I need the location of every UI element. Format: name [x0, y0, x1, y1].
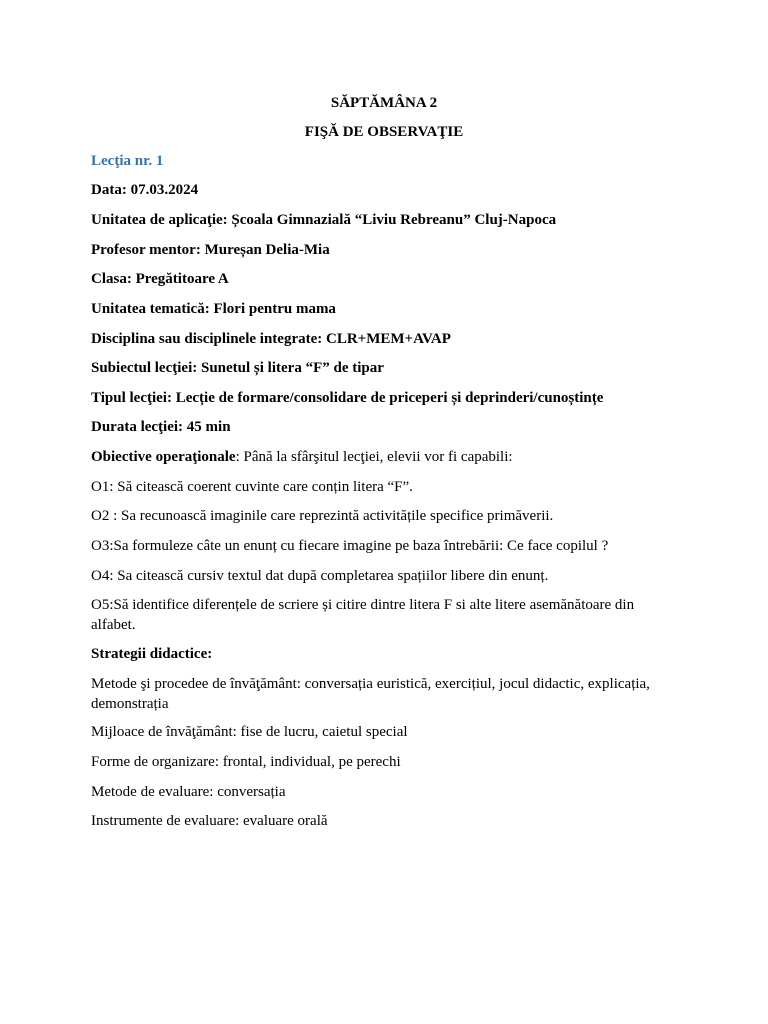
objective-item: O5:Să identifice diferențele de scriere și citire dintre litera F si alte litere asemănătoare din alfabet.	[91, 597, 635, 633]
sheet-title: FIŞĂ DE OBSERVAŢIE	[304, 124, 464, 140]
objectives-line	[91, 448, 666, 468]
theme-line: Unitatea tematică: Flori pentru mama	[91, 301, 336, 317]
means-line: Mijloace de învăţământ: fise de lucru, caietul special	[91, 724, 408, 740]
discipline-line: Disciplina sau disciplinele integrate: CLR+MEM+AVAP	[91, 331, 451, 347]
lesson-number: Lecţia nr. 1	[91, 153, 164, 169]
objective-item: O4: Sa citească cursiv textul dat după completarea spațiilor libere din enunț.	[91, 568, 549, 584]
objectives-intro: : Până la sfârşitul lecţiei, elevii vor fi capabili:	[235, 449, 513, 465]
strategies-heading: Strategii didactice:	[91, 646, 213, 662]
evaluation-tools-line: Instrumente de evaluare: evaluare orală	[91, 813, 328, 829]
objective-item: O2 : Sa recunoască imaginile care reprezintă activitățile specifice primăverii.	[91, 508, 554, 524]
mentor-line: Profesor mentor: Mureșan Delia-Mia	[91, 242, 330, 258]
methods-line: Metode şi procedee de învăţământ: conversația euristică, exercițiul, jocul didactic, explicația, demonstrația	[91, 676, 650, 712]
subject-line: Subiectul lecţiei: Sunetul și litera “F” de tipar	[91, 360, 384, 376]
date-line: Data: 07.03.2024	[91, 182, 199, 198]
unit-line: Unitatea de aplicaţie: Școala Gimnazială “Liviu Rebreanu” Cluj-Napoca	[91, 212, 557, 228]
class-line: Clasa: Pregătitoare A	[91, 271, 229, 287]
objectives-label: Obiective operaţionale	[91, 449, 236, 465]
forms-line: Forme de organizare: frontal, individual, pe perechi	[91, 754, 401, 770]
objective-item: O1: Să citească coerent cuvinte care conțin litera “F”.	[91, 479, 413, 495]
objective-item: O3:Sa formuleze câte un enunț cu fiecare imagine pe baza întrebării: Ce face copilul ?	[91, 538, 609, 554]
lesson-type-line: Tipul lecţiei: Lecție de formare/consolidare de priceperi și deprinderi/cunoștințe	[91, 390, 604, 406]
duration-line: Durata lecţiei: 45 min	[91, 419, 231, 435]
week-heading: SĂPTĂMÂNA 2	[330, 95, 438, 111]
evaluation-methods-line: Metode de evaluare: conversația	[91, 784, 286, 800]
